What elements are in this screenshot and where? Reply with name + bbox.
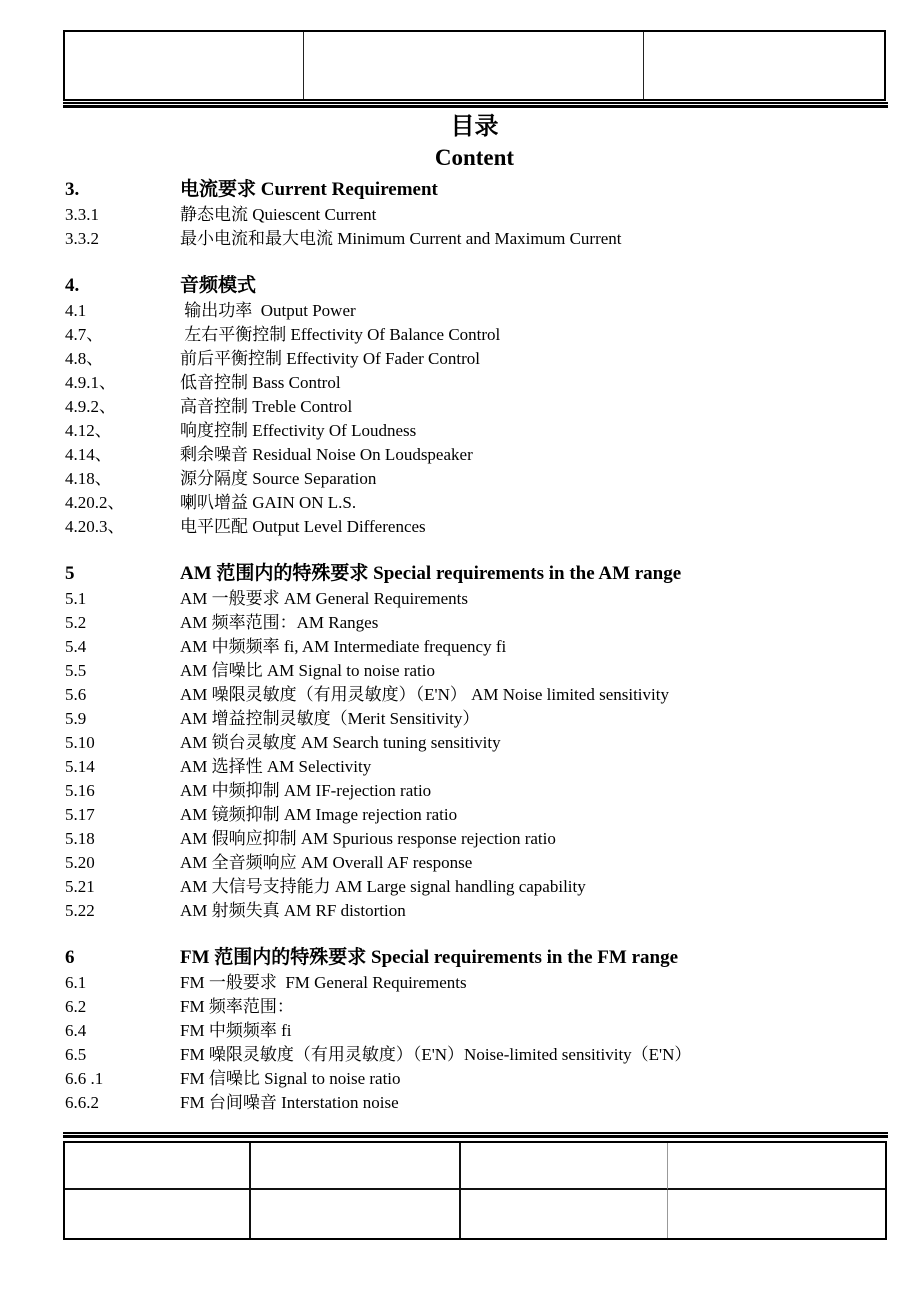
toc-entry-text: 最小电流和最大电流 Minimum Current and Maximum Current: [180, 229, 622, 248]
toc-section-heading: [65, 944, 886, 971]
toc-entry-text: AM 增益控制灵敏度（Merit Sensitivity）: [180, 709, 480, 728]
toc-entry-number: 4.8、: [65, 349, 104, 368]
toc-entry: [65, 755, 886, 779]
toc-entry-number: 4.18、: [65, 469, 112, 488]
toc-entry-text: 输出功率 Output Power: [180, 301, 356, 320]
toc-entry-number: 5.2: [65, 613, 87, 632]
toc-section: [65, 176, 886, 251]
footer-table-cell: [461, 1190, 668, 1238]
toc-entry-text: 低音控制 Bass Control: [180, 373, 341, 392]
toc-entry-number: 5.20: [65, 853, 95, 872]
toc-entry-number: 3.3.1: [65, 205, 99, 224]
toc-entry-number: 5.9: [65, 709, 87, 728]
toc-entry: [65, 419, 886, 443]
toc-entry-number: 5.21: [65, 877, 95, 896]
toc-entry: [65, 323, 886, 347]
toc-entry: [65, 491, 886, 515]
toc-entry: [65, 395, 886, 419]
toc-entry-number: 4.7、: [65, 325, 104, 344]
toc-entry-text: AM 假响应抑制 AM Spurious response rejection ratio: [180, 829, 556, 848]
toc-entry-number: 5.6: [65, 685, 87, 704]
toc-entry-number: 4.14、: [65, 445, 112, 464]
toc-entry-number: 6.6 .1: [65, 1069, 104, 1088]
header-table-cell: [65, 32, 304, 99]
toc-entry: [65, 635, 886, 659]
toc-entry-text: 剩余噪音 Residual Noise On Loudspeaker: [180, 445, 473, 464]
toc-entry: [65, 299, 886, 323]
toc-entry-text: FM 台间噪音 Interstation noise: [180, 1093, 399, 1112]
footer-table-cell: [65, 1143, 251, 1190]
toc-entry-number: 5.22: [65, 901, 95, 920]
toc-entry-text: 电平匹配 Output Level Differences: [180, 517, 426, 536]
toc-entry-text: 高音控制 Treble Control: [180, 397, 353, 416]
toc-entry: [65, 611, 886, 635]
toc-entry-text: 前后平衡控制 Effectivity Of Fader Control: [180, 349, 480, 368]
toc-entry: [65, 683, 886, 707]
toc-entry-number: 5.16: [65, 781, 95, 800]
toc-entry-number: 5.17: [65, 805, 95, 824]
toc-section: [65, 560, 886, 923]
toc-section-number: 5: [65, 563, 75, 584]
footer-table-cell: [668, 1143, 885, 1190]
toc-entry-text: 响度控制 Effectivity Of Loudness: [180, 421, 417, 440]
toc-entry-text: AM 选择性 AM Selectivity: [180, 757, 372, 776]
toc-entry: [65, 587, 886, 611]
toc-entry-text: FM 噪限灵敏度（有用灵敏度）（E'N）Noise-limited sensitivity（E'N）: [180, 1045, 692, 1064]
toc-entry-text: FM 一般要求 FM General Requirements: [180, 973, 467, 992]
toc-entry-number: 4.20.2、: [65, 493, 125, 512]
toc-entry-text: AM 一般要求 AM General Requirements: [180, 589, 469, 608]
toc-entry-number: 4.9.2、: [65, 397, 116, 416]
toc-entry-number: 5.14: [65, 757, 95, 776]
toc-entry: [65, 971, 886, 995]
footer-table-cell: [65, 1190, 251, 1238]
toc-entry: [65, 851, 886, 875]
page-title-chinese: 目录: [450, 114, 499, 140]
toc-entry-number: 6.5: [65, 1045, 87, 1064]
toc-entry-number: 4.9.1、: [65, 373, 116, 392]
toc-entry-text: 左右平衡控制 Effectivity Of Balance Control: [180, 325, 501, 344]
toc-entry-text: FM 信噪比 Signal to noise ratio: [180, 1069, 401, 1088]
toc-entry-number: 5.18: [65, 829, 95, 848]
toc-entry-number: 6.6.2: [65, 1093, 99, 1112]
toc-entry-number: 6.2: [65, 997, 87, 1016]
header-table-cell: [644, 32, 884, 99]
footer-table-cell: [668, 1190, 885, 1238]
toc-entry: [65, 347, 886, 371]
toc-entry: [65, 203, 886, 227]
toc-entry: [65, 467, 886, 491]
toc-section-heading: [65, 560, 886, 587]
toc-section-title: FM 范围内的特殊要求 Special requirements in the FM range: [180, 947, 678, 968]
toc-entry: [65, 899, 886, 923]
footer-table: [63, 1141, 887, 1240]
toc-entry-number: 5.10: [65, 733, 95, 752]
toc-entry: [65, 803, 886, 827]
toc-entry-number: 4.20.3、: [65, 517, 125, 536]
toc-section-heading: [65, 272, 886, 299]
toc-section-number: 4.: [65, 275, 80, 296]
top-divider-rule: [63, 102, 888, 108]
toc-entry: [65, 731, 886, 755]
toc-entry: [65, 995, 886, 1019]
toc-entry-text: AM 频率范围：AM Ranges: [180, 613, 379, 632]
toc-entry-number: 3.3.2: [65, 229, 99, 248]
toc-entry-text: FM 频率范围：: [180, 997, 294, 1016]
toc-section: [65, 272, 886, 539]
toc-entry: [65, 443, 886, 467]
toc-section-title: 电流要求 Current Requirement: [180, 179, 438, 200]
toc-section: [65, 944, 886, 1115]
toc-entry: [65, 515, 886, 539]
toc-entry-number: 6.1: [65, 973, 87, 992]
toc-entry-text: AM 信噪比 AM Signal to noise ratio: [180, 661, 435, 680]
toc: [65, 176, 886, 1115]
header-table-cell: [304, 32, 644, 99]
page-title-english: Content: [434, 145, 515, 170]
toc-entry: [65, 659, 886, 683]
toc-entry: [65, 875, 886, 899]
bottom-divider-rule: [63, 1132, 888, 1138]
toc-entry: [65, 227, 886, 251]
toc-entry-text: AM 噪限灵敏度（有用灵敏度）（E'N） AM Noise limited sensitivity: [180, 685, 669, 704]
toc-entry-text: FM 中频频率 fi: [180, 1021, 292, 1040]
toc-entry: [65, 827, 886, 851]
toc-entry-text: 喇叭增益 GAIN ON L.S.: [180, 493, 357, 512]
toc-entry-text: 静态电流 Quiescent Current: [180, 205, 377, 224]
toc-entry-text: AM 大信号支持能力 AM Large signal handling capability: [180, 877, 586, 896]
toc-entry-number: 4.12、: [65, 421, 112, 440]
toc-entry-text: 源分隔度 Source Separation: [180, 469, 377, 488]
toc-entry-number: 5.1: [65, 589, 87, 608]
toc-entry-number: 6.4: [65, 1021, 87, 1040]
toc-entry: [65, 1019, 886, 1043]
toc-section-number: 6: [65, 947, 75, 968]
toc-entry: [65, 1043, 886, 1067]
toc-entry: [65, 1091, 886, 1115]
footer-table-cell: [251, 1190, 461, 1238]
toc-section-number: 3.: [65, 179, 80, 200]
toc-entry: [65, 779, 886, 803]
toc-entry-text: AM 全音频响应 AM Overall AF response: [180, 853, 473, 872]
toc-entry: [65, 1067, 886, 1091]
toc-section-heading: [65, 176, 886, 203]
toc-entry-text: AM 中频频率 fi, AM Intermediate frequency fi: [180, 637, 507, 656]
toc-entry-text: AM 射频失真 AM RF distortion: [180, 901, 406, 920]
toc-section-title: 音频模式: [180, 275, 257, 296]
footer-table-cell: [251, 1143, 461, 1190]
toc-entry-text: AM 镜频抑制 AM Image rejection ratio: [180, 805, 458, 824]
toc-entry-text: AM 中频抑制 AM IF-rejection ratio: [180, 781, 432, 800]
footer-table-cell: [461, 1143, 668, 1190]
toc-entry-number: 5.5: [65, 661, 87, 680]
toc-entry-number: 5.4: [65, 637, 87, 656]
header-table: [63, 30, 886, 101]
toc-entry-text: AM 锁台灵敏度 AM Search tuning sensitivity: [180, 733, 501, 752]
toc-entry: [65, 371, 886, 395]
toc-section-title: AM 范围内的特殊要求 Special requirements in the AM range: [180, 563, 682, 584]
toc-entry: [65, 707, 886, 731]
toc-entry-number: 4.1: [65, 301, 87, 320]
